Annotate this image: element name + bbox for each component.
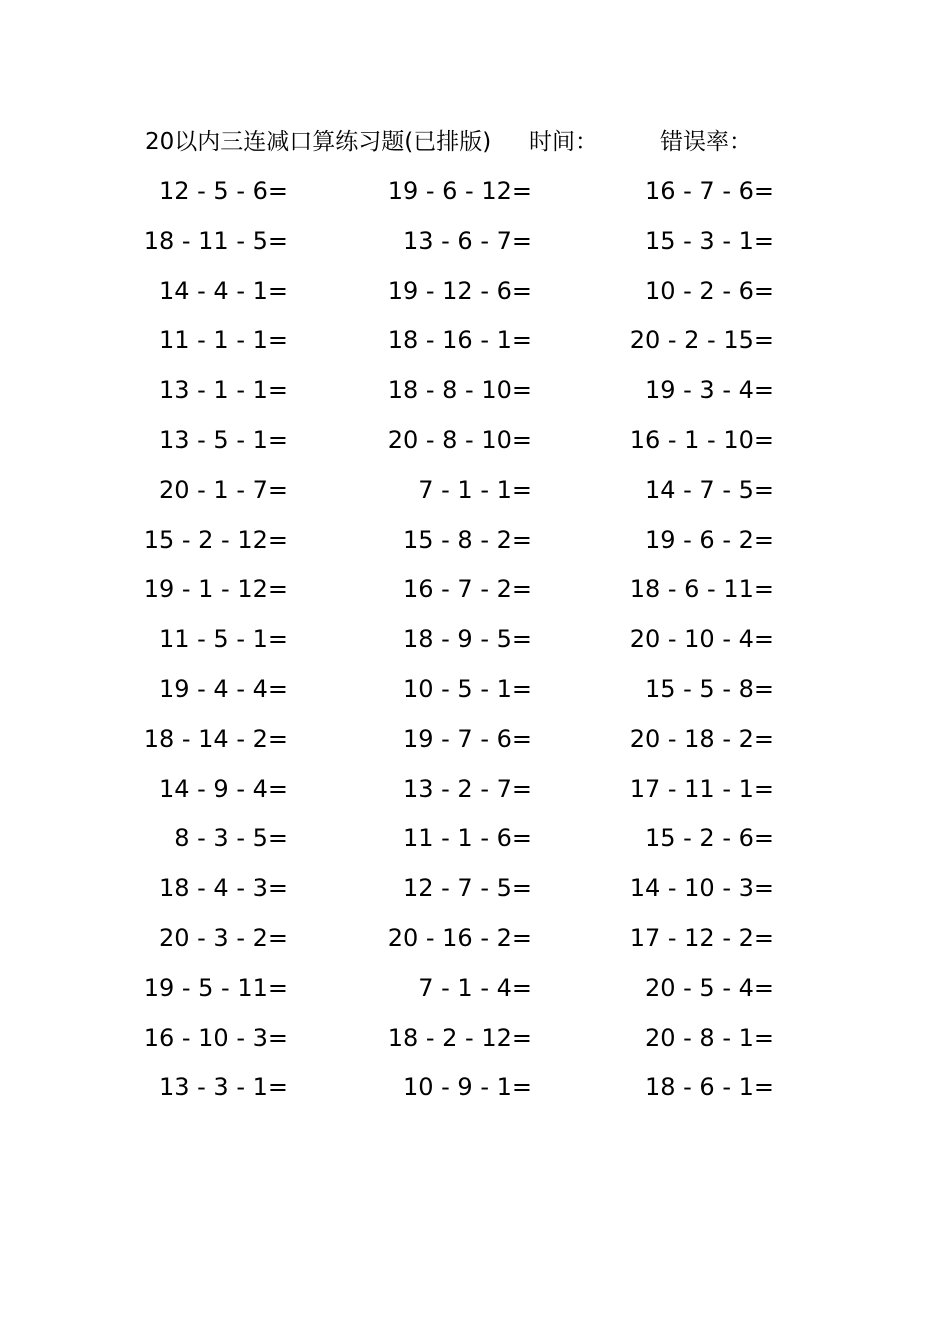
problem-row xyxy=(0,568,950,618)
problem-grid xyxy=(0,170,950,1116)
problem-item: 20 - 3 - 2= xyxy=(158,923,288,952)
problem-row xyxy=(0,170,950,220)
problem-item: 18 - 14 - 2= xyxy=(143,724,288,753)
problem-item: 15 - 5 - 8= xyxy=(644,674,774,703)
problem-item: 13 - 6 - 7= xyxy=(402,226,532,255)
problem-item: 16 - 10 - 3= xyxy=(143,1023,288,1052)
problem-item: 14 - 7 - 5= xyxy=(644,475,774,504)
problem-item: 7 - 1 - 1= xyxy=(418,475,532,504)
problem-item: 19 - 3 - 4= xyxy=(644,376,774,405)
problem-item: 18 - 9 - 5= xyxy=(402,625,532,654)
problem-item: 19 - 6 - 12= xyxy=(387,177,532,205)
problem-item: 20 - 16 - 2= xyxy=(387,923,532,952)
problem-item: 20 - 18 - 2= xyxy=(629,724,774,753)
problem-item: 20 - 10 - 4= xyxy=(629,625,774,654)
problem-item: 19 - 6 - 2= xyxy=(644,525,774,554)
problem-row xyxy=(0,319,950,369)
problem-item: 15 - 3 - 1= xyxy=(644,226,774,255)
problem-item: 16 - 1 - 10= xyxy=(629,425,774,454)
problem-row xyxy=(0,419,950,469)
error-rate-label: 错误率： xyxy=(660,129,752,155)
problem-item: 16 - 7 - 6= xyxy=(644,177,774,205)
problem-item: 18 - 6 - 11= xyxy=(629,575,774,604)
problem-item: 8 - 3 - 5= xyxy=(174,824,288,853)
problem-item: 12 - 5 - 6= xyxy=(158,177,288,205)
problem-item: 18 - 2 - 12= xyxy=(387,1023,532,1052)
problem-row xyxy=(0,618,950,668)
problem-row xyxy=(0,867,950,917)
problem-row xyxy=(0,1066,950,1116)
problem-item: 20 - 2 - 15= xyxy=(629,326,774,355)
problem-item: 18 - 8 - 10= xyxy=(387,376,532,405)
problem-item: 13 - 1 - 1= xyxy=(158,376,288,405)
problem-row xyxy=(0,917,950,967)
problem-row xyxy=(0,519,950,569)
problem-item: 14 - 10 - 3= xyxy=(629,874,774,903)
problem-item: 10 - 9 - 1= xyxy=(402,1073,532,1102)
problem-item: 17 - 11 - 1= xyxy=(629,774,774,803)
problem-item: 18 - 6 - 1= xyxy=(644,1073,774,1102)
problem-item: 19 - 4 - 4= xyxy=(158,674,288,703)
problem-item: 12 - 7 - 5= xyxy=(402,874,532,903)
problem-item: 19 - 5 - 11= xyxy=(143,973,288,1002)
problem-item: 15 - 2 - 12= xyxy=(143,525,288,554)
problem-row xyxy=(0,270,950,320)
problem-item: 10 - 5 - 1= xyxy=(402,674,532,703)
time-label: 时间： xyxy=(529,129,598,155)
problem-item: 18 - 11 - 5= xyxy=(143,226,288,255)
problem-item: 20 - 5 - 4= xyxy=(644,973,774,1002)
problem-item: 15 - 8 - 2= xyxy=(402,525,532,554)
problem-row xyxy=(0,967,950,1017)
problem-item: 11 - 1 - 1= xyxy=(158,326,288,355)
problem-item: 20 - 8 - 10= xyxy=(387,425,532,454)
problem-item: 19 - 12 - 6= xyxy=(387,276,532,305)
problem-item: 13 - 5 - 1= xyxy=(158,425,288,454)
problem-item: 16 - 7 - 2= xyxy=(402,575,532,604)
problem-item: 20 - 8 - 1= xyxy=(644,1023,774,1052)
problem-item: 13 - 3 - 1= xyxy=(158,1073,288,1102)
worksheet-title: 20以内三连减口算练习题(已排版) xyxy=(145,129,492,155)
problem-item: 14 - 4 - 1= xyxy=(158,276,288,305)
problem-row xyxy=(0,718,950,768)
problem-row xyxy=(0,817,950,867)
problem-row xyxy=(0,1017,950,1067)
problem-row xyxy=(0,768,950,818)
problem-item: 15 - 2 - 6= xyxy=(644,824,774,853)
problem-item: 11 - 1 - 6= xyxy=(402,824,532,853)
problem-item: 18 - 16 - 1= xyxy=(387,326,532,355)
problem-row xyxy=(0,469,950,519)
problem-item: 10 - 2 - 6= xyxy=(644,276,774,305)
problem-item: 7 - 1 - 4= xyxy=(418,973,532,1002)
problem-row xyxy=(0,220,950,270)
problem-item: 13 - 2 - 7= xyxy=(402,774,532,803)
problem-row xyxy=(0,369,950,419)
problem-item: 18 - 4 - 3= xyxy=(158,874,288,903)
problem-item: 11 - 5 - 1= xyxy=(158,625,288,654)
problem-item: 19 - 7 - 6= xyxy=(402,724,532,753)
problem-item: 20 - 1 - 7= xyxy=(158,475,288,504)
problem-item: 19 - 1 - 12= xyxy=(143,575,288,604)
problem-item: 14 - 9 - 4= xyxy=(158,774,288,803)
problem-row xyxy=(0,668,950,718)
problem-item: 17 - 12 - 2= xyxy=(629,923,774,952)
